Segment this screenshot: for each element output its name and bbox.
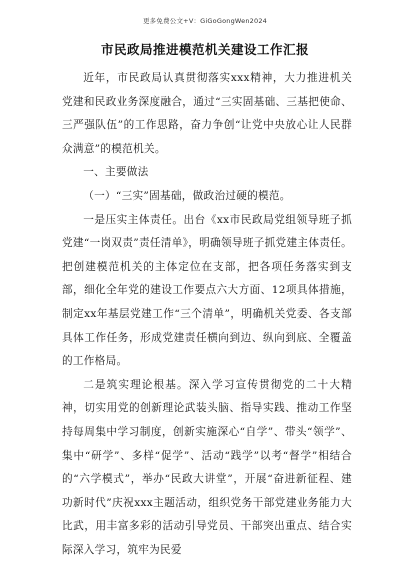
section-heading-main-practices: 一、主要做法 xyxy=(83,166,149,179)
document-title: 市民政局推进模范机关建设工作汇报 xyxy=(100,42,309,57)
intro-paragraph: 近年，市民政局认真贯彻落实xxx精神，大力推进机关党建和民政业务深度融合，通过“三实固基础、三基把使命、三严强队伍”的工作思路，奋力争创“让党中央放心让人民群众满意”的模范机关。 xyxy=(62,72,352,155)
subsection-heading-three-solid: （一）“三实”固基础，做政治过硬的模范。 xyxy=(83,189,291,202)
document-body xyxy=(62,67,352,562)
header-note: 更多免费公文+V：GiGoGongWen2024 xyxy=(142,17,267,25)
paragraph-theory: 二是筑实理论根基。深入学习宣传贯彻党的二十大精神，切实用党的创新理论武装头脑、指导实践、推动工作坚持每周集中学习制度，创新实施深心“自学”、带头“领学”、集中“研学”、多样“促学”、活动“践学”以考“督学”相结合的“六学模式”，举办“民政大讲堂”，开展“奋进新征程、建功新时代”庆祝xxx主题活动，组织党务干部党建业务能力大比武，用丰富多彩的活动引导党员、干部突出重点、结合实际深入学习，筑牢为民爱 xyxy=(62,378,352,556)
paragraph-responsibility: 一是压实主体责任。出台《xx市民政局党组领导班子抓党建“一岗双责”责任清单》，明确领导班子抓党建主体责任。把创建模范机关的主体定位在支部，把各项任务落实到支部，细化全年党的建设工作要点六大方面、12项具体措施，制定xx年基层党建工作“三个清单”，明确机关党委、各支部具体工作任务，形成党建责任横向到边、纵向到底、全覆盖的工作格局。 xyxy=(62,213,352,368)
